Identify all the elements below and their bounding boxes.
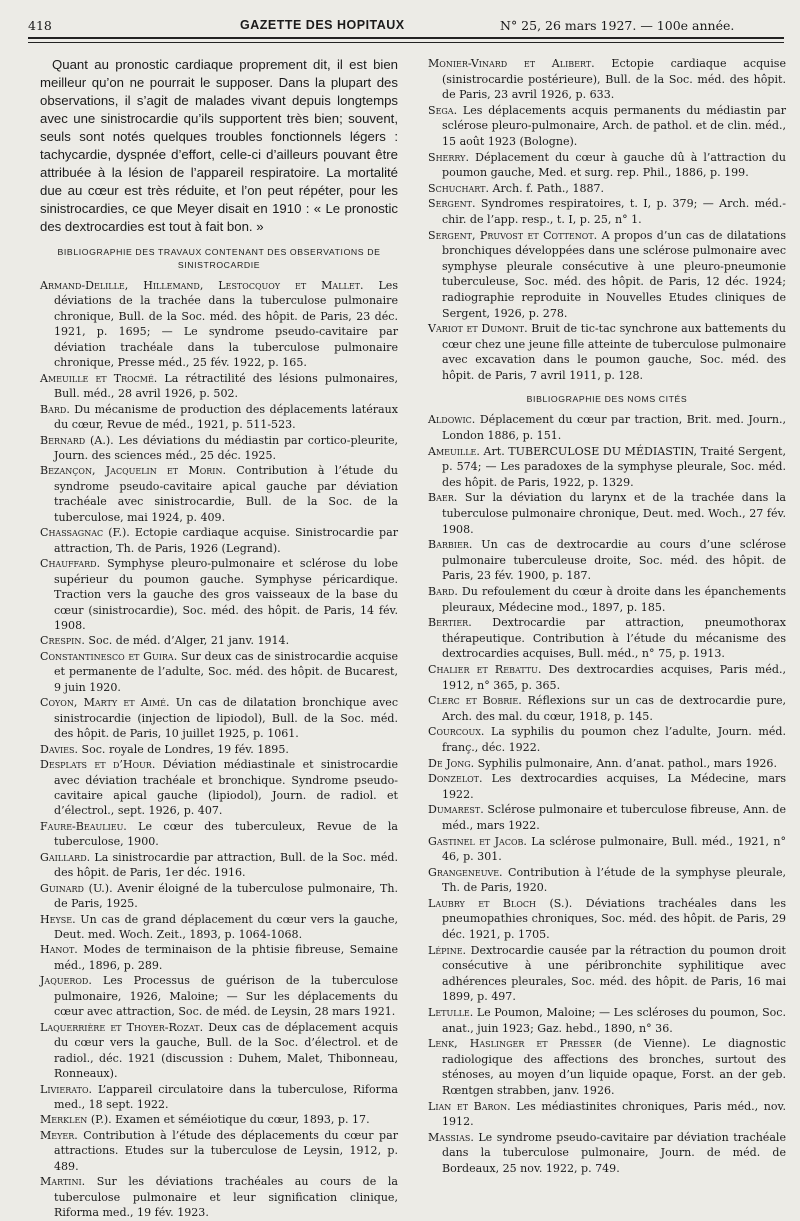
reference-text: Arch. f. Path., 1887. bbox=[489, 181, 605, 195]
reference-entry bbox=[40, 1020, 398, 1082]
reference-text: A propos d’un cas de dilatations bronchiques développées dans une sclérose pulmonaire avec symphyse pleurale consécutive à une pleuro-pneumonie tuberculeuse, Soc. méd. des hôpit. de Paris, 12 déc. 1924; radiographie reproduite in Nouvelles Etudes cliniques de Sergent, 1926, p. 278. bbox=[442, 228, 786, 320]
reference-author: Constantinesco et Guira. bbox=[40, 649, 178, 663]
reference-author: Variot et Dumont. bbox=[428, 322, 528, 336]
reference-author: Sega. bbox=[428, 103, 458, 117]
header-rule-thin bbox=[28, 42, 784, 43]
reference-author: Gaillard. bbox=[40, 850, 91, 864]
reference-text: Des dextrocardies acquises, Paris méd., 1912, n° 365, p. 365. bbox=[442, 662, 786, 692]
reference-author: Massias. bbox=[428, 1130, 474, 1144]
issue-info: N° 25, 26 mars 1927. — 100e année. bbox=[500, 18, 735, 33]
reference-text: Un cas de grand déplacement du cœur vers la gauche, Deut. med. Woch. Zeit., 1893, p. 1064-1068. bbox=[54, 912, 398, 942]
reference-text: Les déplacements acquis permanents du médiastin par sclérose pleuro-pulmonaire, Arch. de pathol. et de clin. méd., 15 août 1923 (Bologne). bbox=[442, 103, 786, 148]
reference-entry bbox=[428, 196, 786, 227]
reference-list-noms-cites bbox=[428, 412, 786, 1176]
reference-author: Crespin. bbox=[40, 634, 85, 648]
reference-entry bbox=[40, 525, 398, 556]
left-column bbox=[40, 56, 398, 1221]
reference-entry bbox=[40, 757, 398, 819]
reference-text: Syphilis pulmonaire, Ann. d’anat. pathol., mars 1926. bbox=[474, 756, 777, 770]
reference-entry bbox=[428, 150, 786, 181]
reference-author: Lépine. bbox=[428, 943, 467, 957]
reference-author: Grangeneuve. bbox=[428, 865, 503, 879]
reference-entry bbox=[428, 412, 786, 443]
reference-text: Le Poumon, Maloine; — Les scléroses du poumon, Soc. anat., juin 1923; Gaz. hebd., 1890, n° 36. bbox=[442, 1006, 786, 1035]
reference-entry bbox=[40, 912, 398, 943]
reference-text: Déplacement du cœur à gauche dû à l’attraction du poumon gauche, Med. et surg. rep. Phil., 1886, p. 199. bbox=[442, 150, 786, 180]
reference-entry bbox=[428, 181, 786, 197]
reference-author: Armand-Delille, Hillemand, Lestocquoy et Mallet. bbox=[40, 279, 364, 292]
reference-text: Sur la déviation du larynx et de la trachée dans la tuberculose pulmonaire chronique, Deut. med. Woch., 27 fév. 1908. bbox=[442, 491, 786, 536]
reference-author: Baer. bbox=[428, 491, 458, 505]
reference-author: Merklen (P.). bbox=[40, 1113, 112, 1127]
reference-author: Ameuille. bbox=[428, 444, 480, 458]
reference-text: Les Processus de guérison de la tuberculose pulmonaire, 1926, Maloine; — Sur les déplacements du cœur avec attraction, Soc. de méd. de Leysin, 28 mars 1921. bbox=[54, 974, 398, 1019]
reference-entry bbox=[428, 103, 786, 150]
reference-author: Bernard (A.). bbox=[40, 433, 114, 447]
reference-text: La rétractilité des lésions pulmonaires, Bull. méd., 28 avril 1926, p. 502. bbox=[54, 371, 398, 401]
section-heading-sinistrocardie: BIBLIOGRAPHIE DES TRAVAUX CONTENANT DES OBSERVATIONS DE SINISTROCARDIE bbox=[57, 247, 381, 270]
intro-paragraph: Quant au pronostic cardiaque proprement dit, il est bien meilleur qu’on ne pourrait le supposer. Dans la plupart des observations, il s’agit de malades vivant depuis longtemps avec une sinistrocardie qu’ils supportent très bien; souvent, seuls sont notés quelques troubles fonctionnels légers : tachycardie, dyspnée d’effort, celle-ci d’ailleurs pouvant être attribuée à la lésion de l’appareil respiratoire. La mortalité due au cœur est très réduite, et l’on peut répéter, pour les sinistrocardies, ce que Meyer disait en 1910 : « Le pronostic des dextrocardies est tout à fait bon. » bbox=[40, 57, 398, 234]
reference-text: Modes de terminaison de la phtisie fibreuse, Semaine méd., 1896, p. 289. bbox=[54, 943, 398, 972]
reference-entry bbox=[40, 433, 398, 464]
reference-entry bbox=[428, 1036, 786, 1098]
reference-text: Déviation médiastinale et sinistrocardie avec déviation trachéale et bronchique. Syndrome pseudo-cavitaire apical gauche (lipiodol), Journ. de radiol. et d’électrol., sept. 1926, p. 407. bbox=[54, 758, 398, 818]
reference-text: Dextrocardie par attraction, pneumothorax thérapeutique. Contribution à l’étude du mécanisme des dextrocardies acquises, Bull. méd., n° 75, p. 1913. bbox=[442, 616, 786, 661]
reference-author: Monier-Vinard et Alibert. bbox=[428, 57, 595, 70]
reference-author: Aldowic. bbox=[428, 413, 476, 427]
reference-author: Sherry. bbox=[428, 150, 469, 164]
reference-text: Sur les déviations trachéales au cours de la tuberculose pulmonaire et leur signification clinique, Riforma med., 19 fév. 1923. bbox=[54, 1175, 398, 1220]
reference-entry bbox=[428, 537, 786, 584]
reference-entry bbox=[428, 771, 786, 802]
reference-entry bbox=[428, 662, 786, 693]
reference-author: Bard. bbox=[428, 585, 458, 598]
reference-author: Letulle. bbox=[428, 1006, 474, 1020]
reference-entry bbox=[40, 371, 398, 402]
reference-author: Livierato. bbox=[40, 1082, 93, 1096]
reference-author: Davies. bbox=[40, 742, 79, 756]
reference-author: Bard. bbox=[40, 402, 70, 416]
reference-text: Un cas de dextrocardie au cours d’une sclérose pulmonaire tuberculeuse droite, Soc. méd. des hôpit. de Paris, 23 fév. 1900, p. 187. bbox=[442, 538, 786, 583]
right-column bbox=[428, 56, 786, 1177]
reference-entry bbox=[40, 1128, 398, 1174]
reference-text: La sclérose pulmonaire, Bull. méd., 1921, n° 46, p. 301. bbox=[442, 834, 786, 864]
reference-author: Dumarest. bbox=[428, 803, 484, 817]
reference-entry bbox=[428, 1005, 786, 1036]
reference-text: Du mécanisme de production des déplacements latéraux du cœur, Revue de méd., 1921, p. 511-523. bbox=[54, 402, 398, 432]
reference-entry bbox=[40, 1082, 398, 1113]
reference-text: Sclérose pulmonaire et tuberculose fibreuse, Ann. de méd., mars 1922. bbox=[442, 803, 786, 832]
reference-text: Examen et séméiotique du cœur, 1893, p. 17. bbox=[111, 1113, 370, 1127]
reference-author: Laquerrière et Thoyer-Rozat. bbox=[40, 1020, 204, 1034]
reference-entry bbox=[40, 633, 398, 648]
reference-entry bbox=[428, 228, 786, 322]
reference-entry bbox=[428, 321, 786, 383]
reference-entry bbox=[428, 444, 786, 491]
reference-entry bbox=[40, 402, 398, 433]
reference-entry bbox=[428, 56, 786, 103]
reference-author: Guinard (U.). bbox=[40, 881, 113, 895]
reference-author: Barbier. bbox=[428, 538, 473, 552]
reference-text: Ectopie cardiaque acquise. Sinistrocardie par attraction, Th. de Paris, 1926 (Legrand). bbox=[54, 526, 398, 555]
reference-author: Donzelot. bbox=[428, 772, 483, 786]
reference-entry bbox=[428, 802, 786, 833]
reference-author: Meyer. bbox=[40, 1128, 78, 1142]
reference-entry bbox=[40, 649, 398, 695]
reference-author: Ameuille et Trocmé. bbox=[40, 371, 158, 385]
reference-text: Les médiastinites chroniques, Paris méd., nov. 1912. bbox=[442, 1099, 786, 1129]
reference-author: Bertier. bbox=[428, 616, 472, 630]
reference-author: Courcoux. bbox=[428, 725, 485, 739]
reference-text: Avenir éloigné de la tuberculose pulmonaire, Th. de Paris, 1925. bbox=[54, 881, 398, 911]
reference-text: Ectopie cardiaque acquise (sinistrocardie postérieure), Bull. de la Soc. méd. des hôpit. de Paris, 23 avril 1926, p. 633. bbox=[442, 57, 786, 102]
reference-entry bbox=[40, 463, 398, 525]
reference-author: Coyon, Marty et Aimé. bbox=[40, 696, 170, 710]
reference-text: Contribution à l’étude des déplacements du cœur par attractions. Etudes sur la tuberculose de Leysin, 1912, p. 489. bbox=[54, 1128, 398, 1173]
reference-entry bbox=[428, 1099, 786, 1130]
reference-entry bbox=[40, 942, 398, 973]
reference-entry bbox=[40, 278, 398, 371]
reference-text: Bruit de tic-tac synchrone aux battements du cœur chez une jeune fille atteinte de tuberculose pulmonaire avec excavation dans le poumon gauche, Soc. méd. des hôpit. de Paris, 7 avril 1911, p. 128. bbox=[442, 322, 786, 382]
reference-text: Les déviations de la trachée dans la tuberculose pulmonaire chronique, Bull. de la Soc. méd. des hôpit. de Paris, 23 déc. 1921, p. 1695; — Le syndrome pseudo-cavitaire par déviation trachéale dans la tuberculose pulmonaire chronique, Presse méd., 25 fév. 1922, p. 165. bbox=[54, 279, 398, 370]
reference-author: Sergent, Pruvost et Cottenot. bbox=[428, 228, 598, 242]
reference-entry bbox=[428, 834, 786, 865]
reference-author: Lian et Baron. bbox=[428, 1099, 511, 1113]
reference-entry bbox=[428, 615, 786, 662]
reference-entry bbox=[428, 724, 786, 755]
reference-text: Les déviations du médiastin par cortico-pleurite, Journ. des sciences méd., 25 déc. 1925. bbox=[54, 433, 398, 462]
reference-author: Lenk, Haslinger et Presser bbox=[428, 1037, 602, 1051]
running-header bbox=[0, 13, 800, 35]
reference-text: L’appareil circulatoire dans la tuberculose, Riforma med., 18 sept. 1922. bbox=[54, 1082, 398, 1112]
reference-entry bbox=[428, 1130, 786, 1177]
reference-entry bbox=[40, 1112, 398, 1127]
reference-author: Gastinel et Jacob. bbox=[428, 834, 527, 848]
reference-entry bbox=[428, 943, 786, 1005]
reference-entry bbox=[40, 819, 398, 850]
reference-text: (de Vienne). Le diagnostic radiologique des affections des bronches, surtout des sténoses, au moyen d’un liquide opaque, Forst. an der geb. Rœntgen strabben, janv. 1926. bbox=[442, 1037, 786, 1097]
reference-author: Schuchart. bbox=[428, 181, 490, 195]
section-heading-noms-cites: BIBLIOGRAPHIE DES NOMS CITÉS bbox=[526, 394, 688, 405]
reference-entry bbox=[40, 695, 398, 741]
reference-text: Deux cas de déplacement acquis du cœur vers la gauche, Bull. de la Soc. d’électrol. et de radiol., déc. 1921 (discussion : Duhem, Malet, Thibonneau, Ronneaux). bbox=[54, 1020, 398, 1081]
reference-entry bbox=[40, 1174, 398, 1220]
reference-list-sinistrocardie bbox=[40, 278, 398, 1221]
reference-author: Chauffard. bbox=[40, 557, 101, 571]
reference-author: Chalier et Rebattu. bbox=[428, 662, 542, 676]
reference-entry bbox=[428, 584, 786, 615]
reference-entry bbox=[428, 490, 786, 537]
reference-text: Le syndrome pseudo-cavitaire par déviation trachéale dans la tuberculose pulmonaire, Journ. de méd. de Bordeaux, 25 nov. 1922, p. 749. bbox=[442, 1130, 786, 1175]
page-number: 418 bbox=[28, 18, 52, 33]
reference-text: Le cœur des tuberculeux, Revue de la tuberculose, 1900. bbox=[54, 819, 398, 849]
reference-text: Art. TUBERCULOSE DU MÉDIASTIN, Traité Sergent, p. 574; — Les paradoxes de la symphyse pleurale, Soc. méd. des hôpit. de Paris, 1922, p. 1329. bbox=[442, 444, 786, 489]
reference-list-continued bbox=[428, 56, 786, 383]
reference-text: Du refoulement du cœur à droite dans les épanchements pleuraux, Médecine mod., 1897, p. 185. bbox=[442, 585, 786, 614]
reference-entry bbox=[428, 896, 786, 943]
reference-author: Hanot. bbox=[40, 943, 78, 957]
header-rule bbox=[28, 37, 784, 39]
reference-author: Chassagnac (F.). bbox=[40, 526, 130, 540]
reference-entry bbox=[40, 742, 398, 757]
reference-entry bbox=[428, 756, 786, 772]
reference-text: Contribution à l’étude du syndrome pseudo-cavitaire apical gauche par déviation trachéale avec sinistrocardie, Bull. de la Soc. de la tuberculose, mai 1924, p. 409. bbox=[54, 464, 398, 524]
reference-author: Desplats et d’Hour. bbox=[40, 758, 156, 772]
reference-text: Sur deux cas de sinistrocardie acquise et permanente de l’adulte, Soc. méd. des hôpit. de Bucarest, 9 juin 1920. bbox=[54, 649, 398, 694]
reference-author: Martini. bbox=[40, 1175, 86, 1189]
reference-author: Sergent. bbox=[428, 197, 476, 211]
reference-entry bbox=[428, 865, 786, 896]
reference-text: Un cas de dilatation bronchique avec sinistrocardie (injection de lipiodol), Bull. de la Soc. méd. des hôpit. de Paris, 10 juillet 1925, p. 1061. bbox=[54, 696, 399, 741]
reference-entry bbox=[40, 850, 398, 881]
reference-text: Symphyse pleuro-pulmonaire et sclérose du lobe supérieur du poumon gauche. Symphyse péricardique. Traction vers la gauche des gros vaisseaux de la base du cœur (sinistrocardie), Soc. méd. des hôpit. de Paris, 14 fév. 1908. bbox=[54, 557, 398, 632]
reference-author: Jaquerod. bbox=[40, 974, 92, 988]
reference-text: La sinistrocardie par attraction, Bull. de la Soc. méd. des hôpit. de Paris, 1er déc. 1916. bbox=[54, 850, 398, 880]
reference-entry bbox=[40, 973, 398, 1019]
reference-text: Soc. royale de Londres, 19 fév. 1895. bbox=[78, 742, 289, 756]
reference-author: Bezançon, Jacquelin et Morin. bbox=[40, 464, 226, 478]
reference-text: Déviations trachéales dans les pneumopathies chroniques, Soc. méd. des hôpit. de Paris, 29 déc. 1921, p. 1705. bbox=[442, 896, 786, 942]
reference-author: Faure-Beaulieu. bbox=[40, 819, 127, 833]
reference-entry bbox=[40, 881, 398, 912]
reference-author: Laubry et Bloch (S.). bbox=[428, 896, 573, 910]
reference-author: De Jong. bbox=[428, 756, 475, 770]
reference-text: La syphilis du poumon chez l’adulte, Journ. méd. franç., déc. 1922. bbox=[442, 725, 786, 754]
reference-entry bbox=[428, 693, 786, 724]
reference-text: Soc. de méd. d’Alger, 21 janv. 1914. bbox=[84, 634, 290, 648]
reference-author: Heyse. bbox=[40, 912, 76, 926]
reference-text: Syndromes respiratoires, t. I, p. 379; — Arch. méd.-chir. de l’app. resp., t. I, p. 25, n° 1. bbox=[442, 197, 786, 226]
reference-author: Clerc et Bobrie. bbox=[428, 694, 522, 708]
reference-text: Réflexions sur un cas de dextrocardie pure, Arch. des mal. du cœur, 1918, p. 145. bbox=[442, 694, 786, 723]
reference-text: Les dextrocardies acquises, La Médecine, mars 1922. bbox=[442, 772, 786, 801]
reference-text: Contribution à l’étude de la symphyse pleurale, Th. de Paris, 1920. bbox=[442, 865, 786, 895]
journal-title: GAZETTE DES HOPITAUX bbox=[240, 18, 405, 32]
reference-text: Dextrocardie causée par la rétraction du poumon droit consécutive à une péribronchite syphilitique avec adhérences pleurales, Soc. méd. des hôpit. de Paris, 16 mai 1899, p. 497. bbox=[442, 943, 786, 1004]
reference-entry bbox=[40, 556, 398, 633]
reference-text: Déplacement du cœur par traction, Brit. med. Journ., London 1886, p. 151. bbox=[442, 413, 786, 443]
